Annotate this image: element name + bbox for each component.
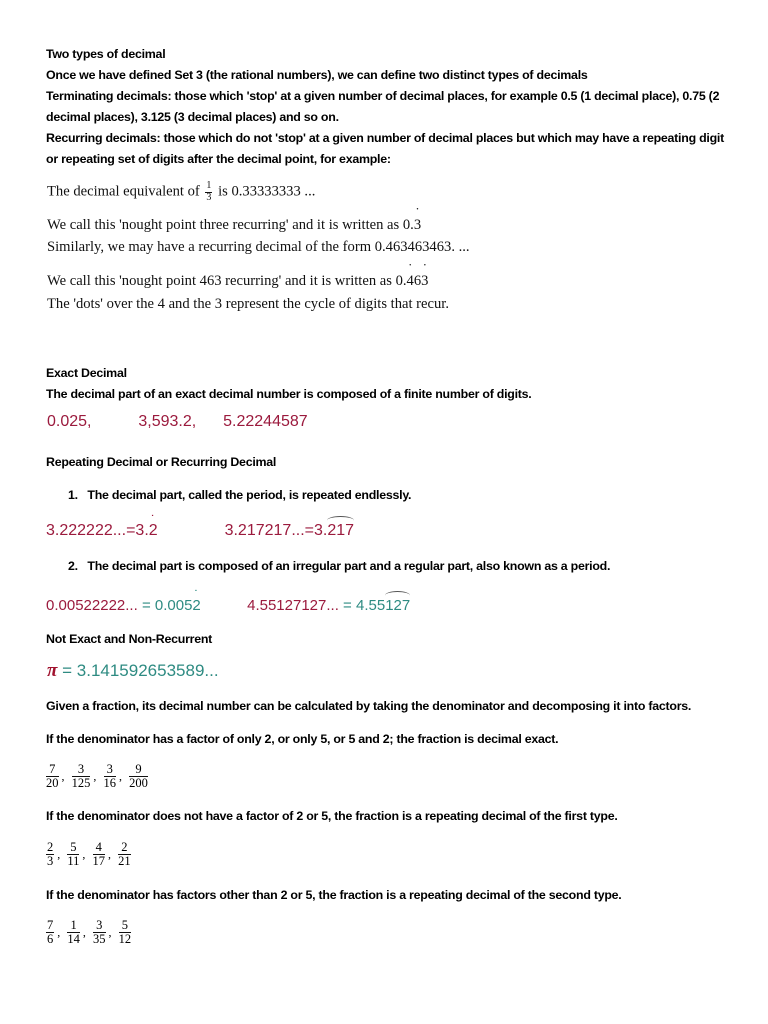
example-line-3: Similarly, we may have a recurring decimal of the form 0.463463463. ... <box>47 239 470 255</box>
fraction: $\frac{9}{200}$ <box>129 762 148 791</box>
exact-description: The decimal part of an exact decimal number is composed of a finite number of digits. <box>46 387 532 401</box>
heading-repeating: Repeating Decimal or Recurring Decimal <box>46 455 277 469</box>
fraction-set-exact: $\frac{7}{20}$ , $\frac{3}{125}$ , $\frac{3}{16}$ , $\frac{9}{200}$ <box>46 762 148 791</box>
terminating-paragraph: Terminating decimals: those which 'stop' at a given number of decimal places, for example 0.5 (1 decimal place), 0.75 (2 decimal places), 3.125 (3 decimal places) and so on. <box>46 89 720 124</box>
fraction: $\frac{3}{35}$ <box>93 918 106 947</box>
pi-value: = 3.141592653589... <box>62 661 219 680</box>
fraction: $\frac{2}{3}$ <box>47 840 54 869</box>
fraction: $\frac{3}{16}$ <box>103 762 116 791</box>
fraction-set-first: $\frac{2}{3}$ , $\frac{5}{11}$ , $\frac{4}{17}$ , $\frac{2}{21}$ <box>47 840 131 869</box>
fraction: $\frac{7}{20}$ <box>46 762 59 791</box>
pi-line <box>47 660 219 682</box>
rule-exact: If the denominator has a factor of only 2, or only 5, or 5 and 2; the fraction is decimal exact. <box>46 732 559 746</box>
fraction: $\frac{7}{6}$ <box>47 918 54 947</box>
heading-non-recurrent: Not Exact and Non-Recurrent <box>46 632 213 646</box>
example-line-1: The decimal equivalent of $\frac{1}{3}$ is 0.33333333 ... <box>47 180 316 203</box>
exact-examples <box>47 413 308 431</box>
rule-repeating-second: If the denominator has factors other than 2 or 5, the fraction is a repeating decimal of the second type. <box>46 888 622 902</box>
section-two-types <box>46 44 736 170</box>
fraction: $\frac{5}{12}$ <box>118 918 132 947</box>
repeating-examples-2: 0.00522222... = 0.005˙ 2 4.55127127... = 4.55 127 <box>46 597 410 614</box>
example-line-2: We call this 'nought point three recurring' and it is written as 0.˙ 3 <box>47 216 421 234</box>
exact-example-3: 5.22244587 <box>223 413 308 430</box>
fraction: $\frac{4}{17}$ <box>92 840 106 869</box>
pi-symbol: π <box>47 660 58 681</box>
section-exact <box>46 363 736 405</box>
exact-example-1: 0.025, <box>47 413 92 430</box>
heading-two-types: Two types of decimal <box>46 47 166 61</box>
example-line-5: The 'dots' over the 4 and the 3 represent the cycle of digits that recur. <box>47 296 449 312</box>
fraction: $\frac{5}{11}$ <box>67 840 80 869</box>
fraction: $\frac{3}{125}$ <box>71 762 91 791</box>
heading-exact-decimal: Exact Decimal <box>46 366 127 380</box>
exact-example-2: 3,593.2, <box>138 413 197 430</box>
fraction-one-third: $\frac{1}{3}$ <box>206 180 212 203</box>
repeating-item-1: 1. The decimal part, called the period, is repeated endlessly. <box>68 488 412 502</box>
repeating-examples-1: 3.222222...=3.˙ 2 3.217217...=3. 217 <box>46 522 354 540</box>
fraction-intro: Given a fraction, its decimal number can be calculated by taking the denominator and decomposing it into factors. <box>46 699 692 713</box>
intro-paragraph: Once we have defined Set 3 (the rational numbers), we can define two distinct types of decimals <box>46 68 588 82</box>
rule-repeating-first: If the denominator does not have a factor of 2 or 5, the fraction is a repeating decimal of the first type. <box>46 809 618 823</box>
repeating-item-2: 2. The decimal part is composed of an irregular part and a regular part, also known as a period. <box>68 559 611 573</box>
fraction-set-second: $\frac{7}{6}$ , $\frac{1}{14}$ , $\frac{3}{35}$ , $\frac{5}{12}$ <box>47 918 132 947</box>
fraction: $\frac{1}{14}$ <box>67 918 80 947</box>
recurring-paragraph: Recurring decimals: those which do not 'stop' at a given number of decimal places but which may have a repeating digit or repeating set of digits after the decimal point, for example: <box>46 131 724 166</box>
example-line-4: We call this 'nought point 463 recurring' and it is written as 0.˙ 46˙ 3 <box>47 272 428 290</box>
fraction: $\frac{2}{21}$ <box>118 840 131 869</box>
